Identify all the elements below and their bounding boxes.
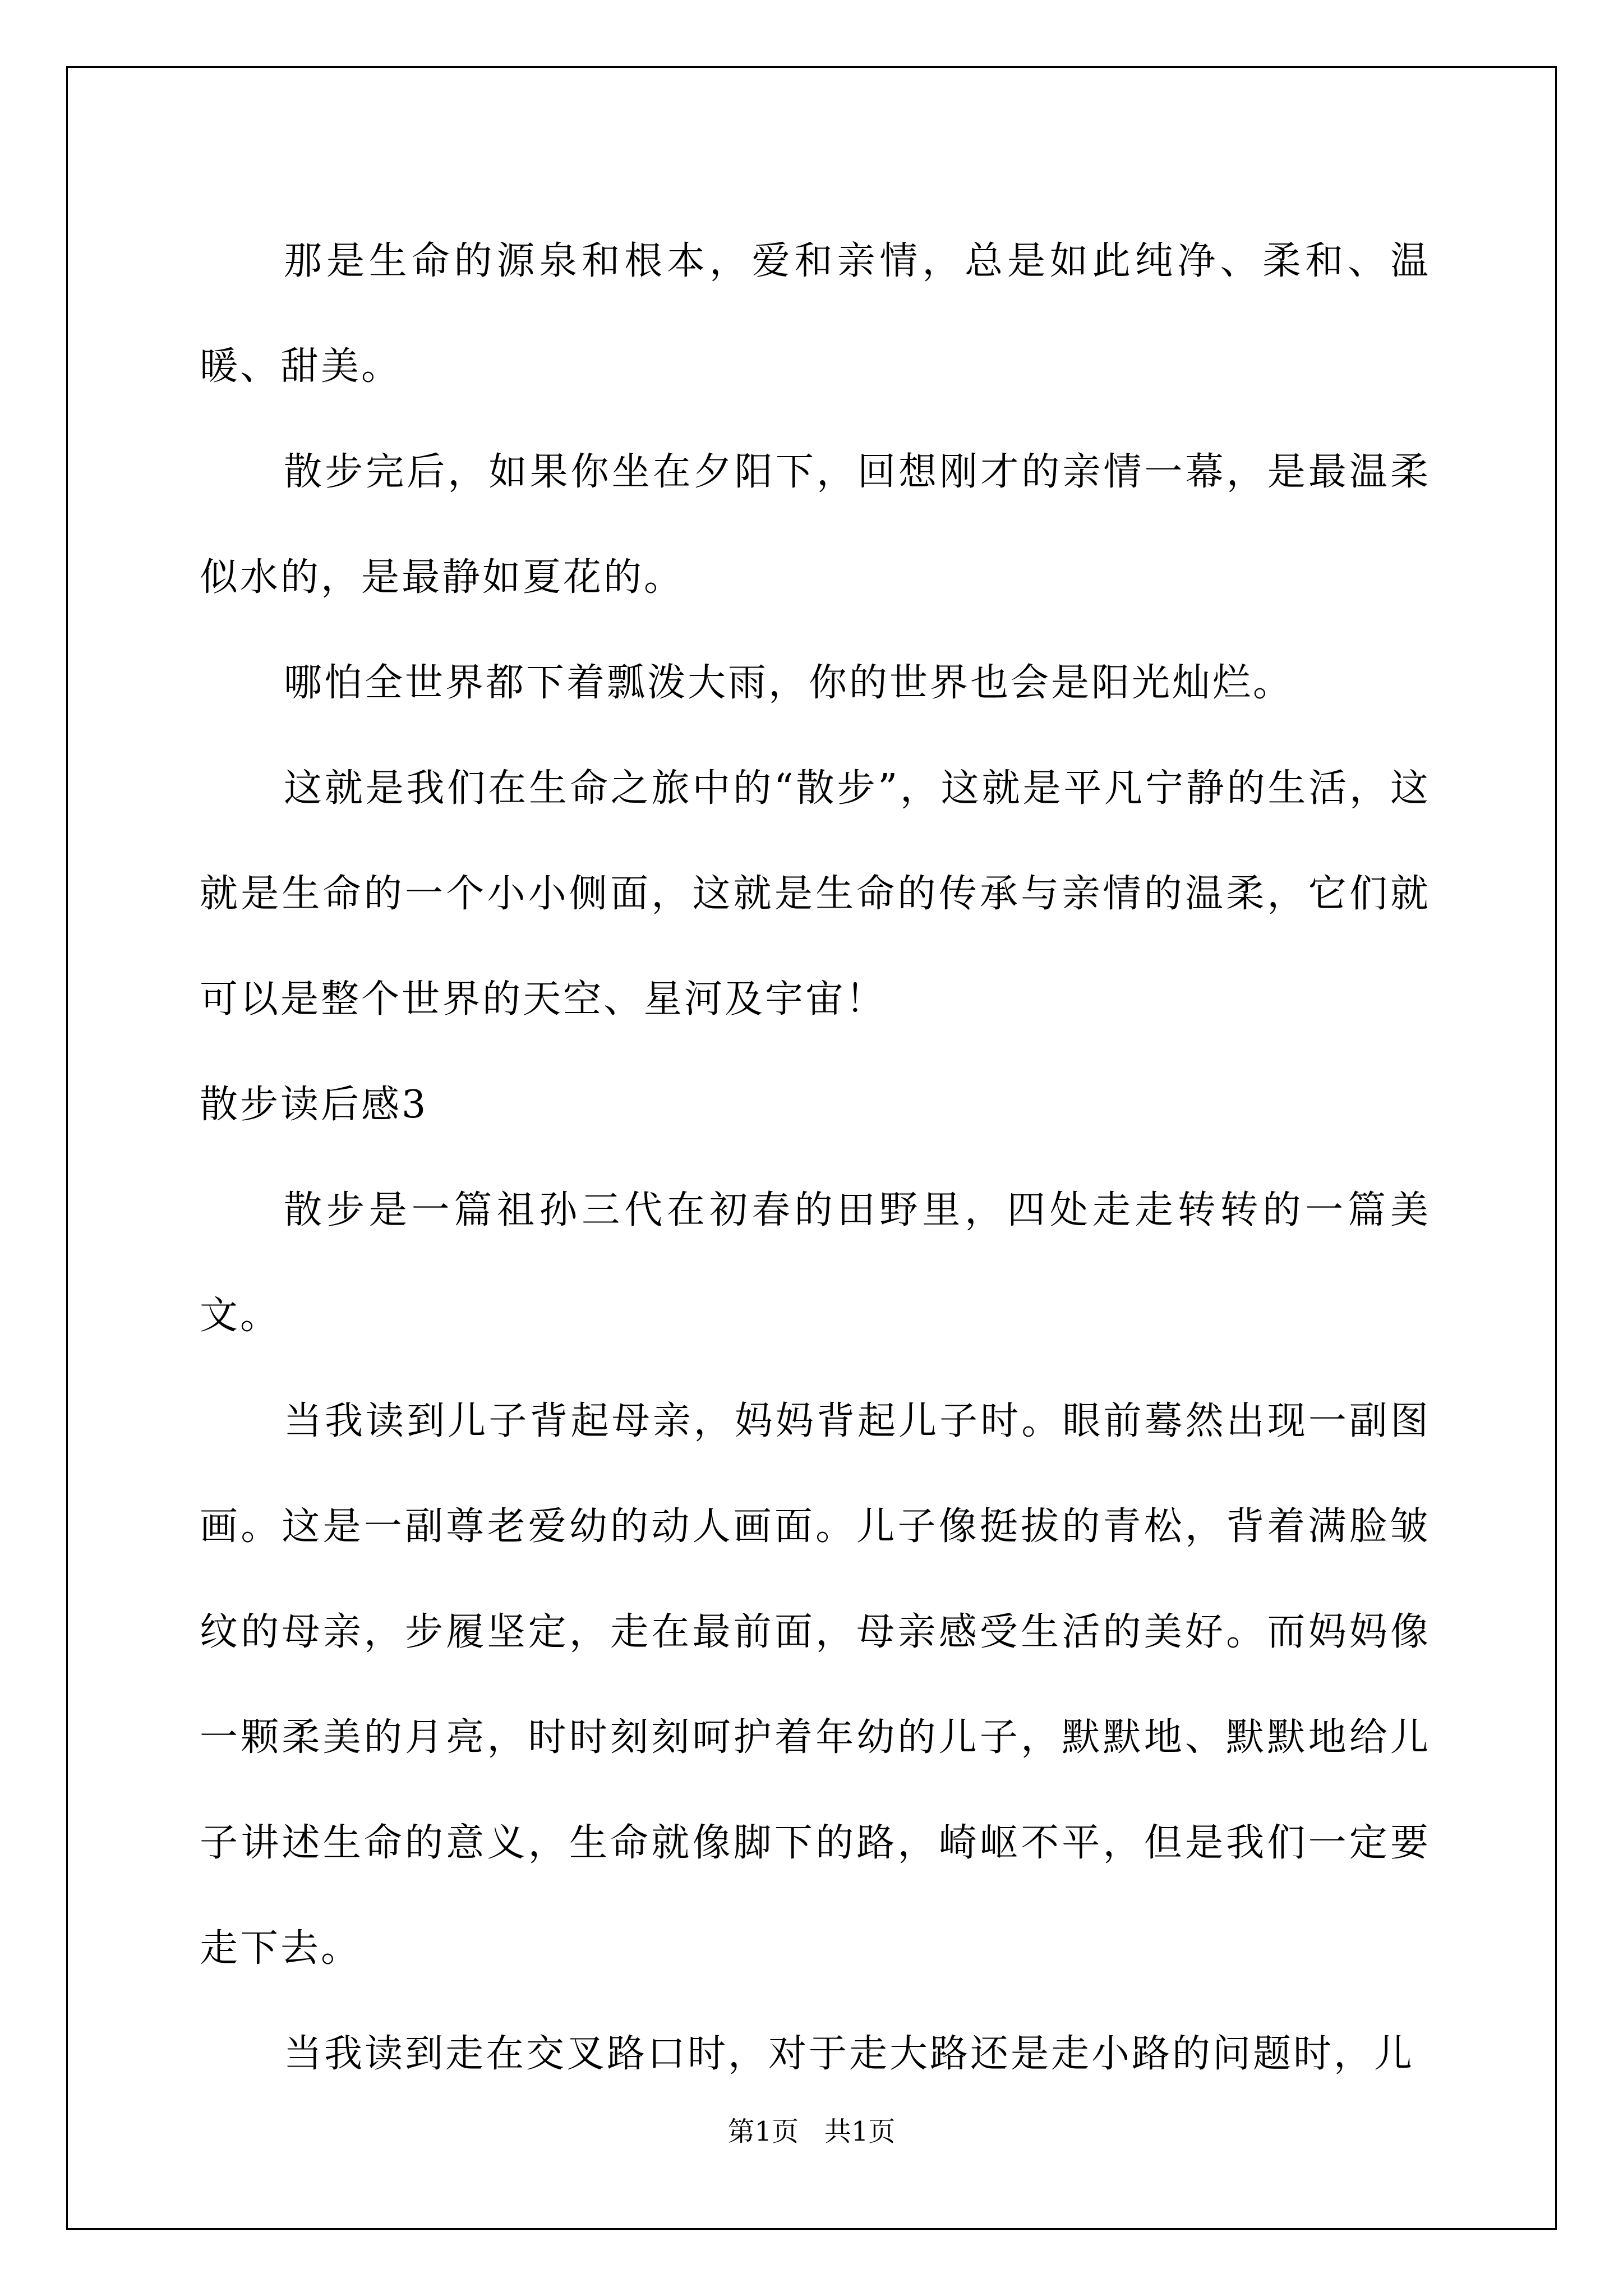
document-body [200, 209, 1431, 2107]
paragraph: 这就是我们在生命之旅中的“散步”，这就是平凡宁静的生活，这就是生命的一个小小侧面，这就是生命的传承与亲情的温柔，它们就可以是整个世界的天空、星河及宇宙！ [200, 766, 1431, 1022]
paragraph: 散步是一篇祖孙三代在初春的田野里，四处走走转转的一篇美文。 [200, 1188, 1431, 1338]
section-heading: 散步读后感3 [200, 1083, 428, 1127]
paragraph: 哪怕全世界都下着瓢泼大雨，你的世界也会是阳光灿烂。 [284, 661, 1294, 705]
paragraph: 当我读到儿子背起母亲，妈妈背起儿子时。眼前蓦然出现一副图画。这是一副尊老爱幼的动人画面。儿子像挺拔的青松，背着满脸皱纹的母亲，步履坚定，走在最前面，母亲感受生活的美好。而妈妈像一颗柔美的月亮，时时刻刻呵护着年幼的儿子，默默地、默默地给儿子讲述生命的意义，生命就像脚下的路，崎岖不平，但是我们一定要走下去。 [200, 1399, 1431, 1971]
paragraph: 散步完后，如果你坐在夕阳下，回想刚才的亲情一幕，是最温柔似水的，是最静如夏花的。 [200, 450, 1431, 600]
paragraph: 当我读到走在交叉路口时，对于走大路还是走小路的问题时，儿 [284, 2032, 1415, 2076]
page-footer: 第1页 共1页 [727, 2116, 896, 2147]
paragraph: 那是生命的源泉和根本，爱和亲情，总是如此纯净、柔和、温暖、甜美。 [200, 239, 1431, 389]
